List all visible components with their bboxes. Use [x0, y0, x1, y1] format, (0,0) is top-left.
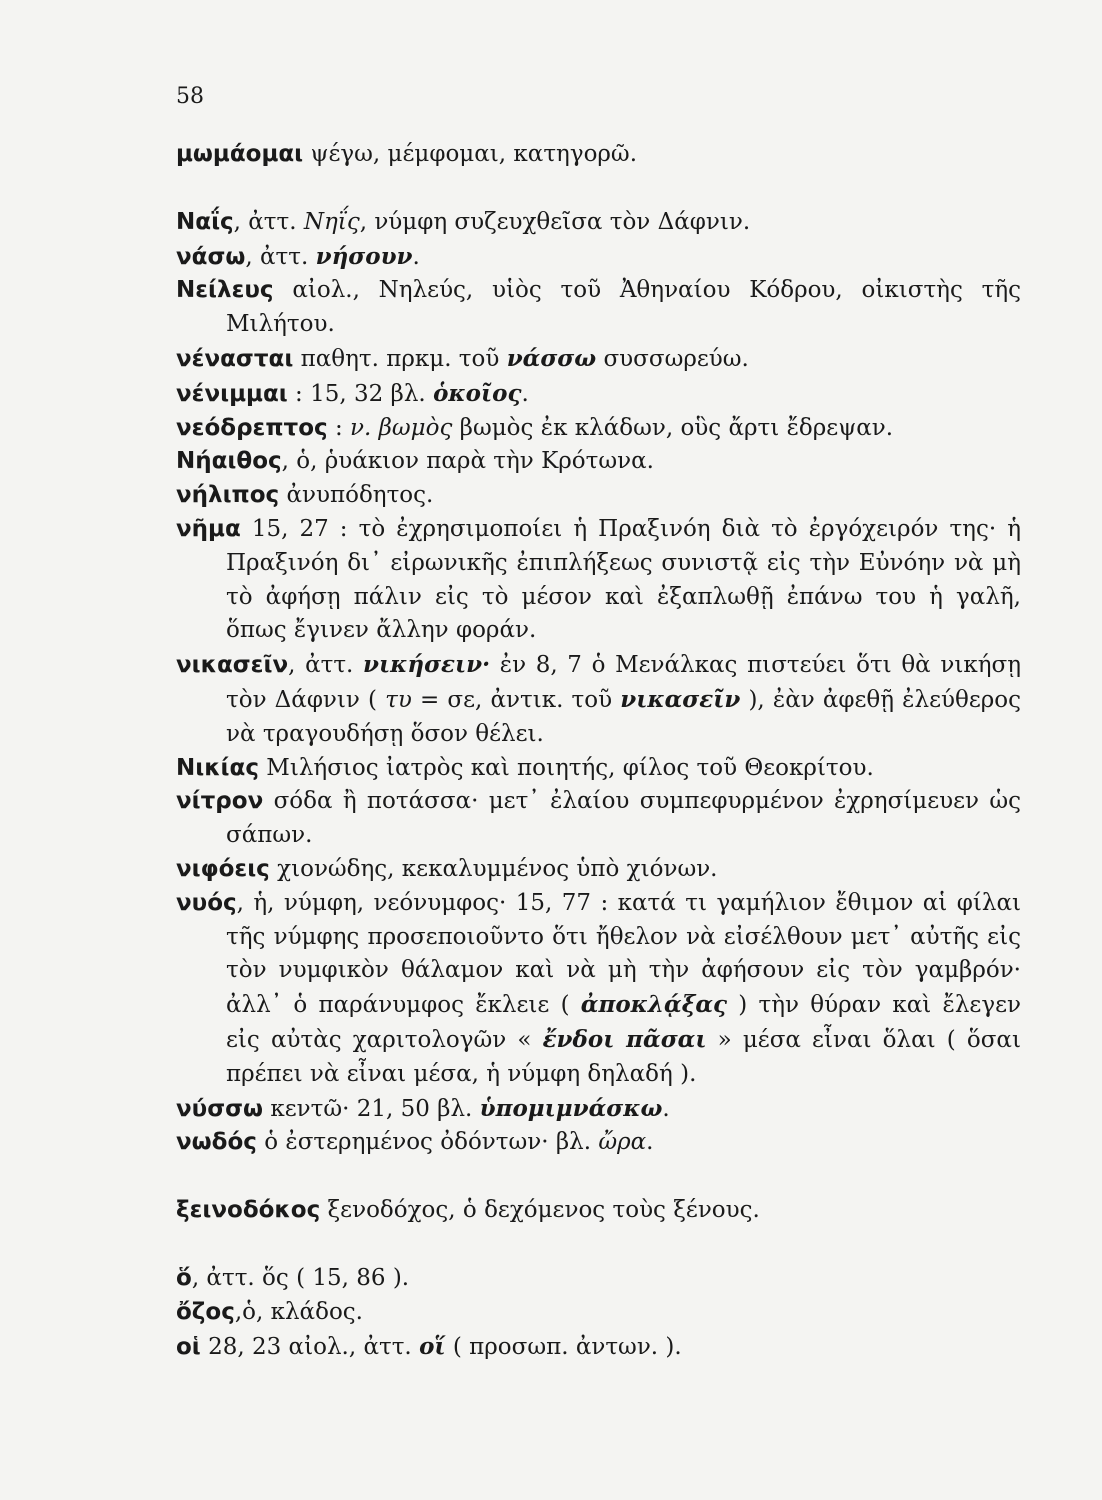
entry-momaomai	[176, 138, 1021, 172]
definition: , ἀττ. ὅς ( 15, 86 ).	[191, 1264, 410, 1291]
definition-italic: ὤρα	[598, 1129, 647, 1156]
entry-nema	[176, 513, 1021, 648]
definition: .	[646, 1129, 654, 1156]
entry-nitron	[176, 785, 1021, 853]
definition: :	[327, 414, 351, 441]
headword: νικασεῖν	[176, 652, 289, 679]
definition: κεντῶ· 21, 50 βλ.	[263, 1095, 480, 1122]
entry-neodreptos	[176, 412, 1021, 446]
entry-ozos	[176, 1296, 1021, 1330]
headword: νεόδρεπτος	[176, 414, 328, 441]
definition-italic: ἀποκλᾴξας	[580, 991, 728, 1019]
headword: Νείλευς	[176, 277, 274, 304]
entry-nifoeis	[176, 853, 1021, 887]
headword: νῆμα	[176, 515, 241, 542]
definition-italic: τυ	[385, 686, 412, 713]
section-gap	[176, 1228, 1021, 1262]
definition: , ἀττ.	[245, 243, 316, 270]
definition: ( προσωπ. ἀντων. ).	[445, 1333, 682, 1360]
definition: = σε, ἀντικ. τοῦ	[411, 686, 621, 713]
definition: : 15, 32 βλ.	[287, 380, 434, 407]
section-gap	[176, 172, 1021, 206]
entry-nenimmai	[176, 377, 1021, 412]
entry-nelipos	[176, 479, 1021, 513]
headword: οἱ	[176, 1333, 201, 1360]
definition: 15, 27 : τὸ ἐχρησιμοποίει ἡ Πραξινόη διὰ τὸ ἐργόχειρόν της· ἡ Πραξινόη δι᾿ εἰρωνικῆς ἐπιπλήξεως συνιστᾷ εἰς τὴν Εὐνόην νὰ μὴ τὸ ἀφήσῃ πάλιν εἰς τὸ μέσον καὶ ἐξαπλωθῇ ἐπάνω του ἡ γαλῆ, ὅπως ἔγινεν ἄλλην φοράν.	[226, 515, 1021, 644]
definition: ) τὴν θύραν καὶ ἔλεγεν εἰς αὐτὰς χαριτολογῶν «	[226, 992, 1021, 1053]
headword: νύσσω	[176, 1095, 264, 1122]
headword: νυός	[176, 889, 237, 916]
entry-nikias	[176, 752, 1021, 786]
headword: Νήαιθος	[176, 448, 282, 475]
definition: ἀνυπόδητος.	[279, 482, 434, 509]
glossary-entries	[176, 138, 1021, 1364]
definition: ἐν 8, 7 ὁ Μενάλκας πιστεύει ὅτι θὰ νικήσῃ τὸν Δάφνιν (	[226, 652, 1021, 713]
entry-nyos	[176, 887, 1021, 1092]
entry-naso	[176, 240, 1021, 275]
headword: ξεινοδόκος	[176, 1197, 321, 1224]
definition-italic: Νηΐς	[303, 208, 360, 235]
definition: Μιλήσιος ἰατρὸς καὶ ποιητής, φίλος τοῦ Θεοκρίτου.	[258, 754, 874, 781]
entry-ho	[176, 1262, 1021, 1296]
definition: , ἀττ.	[233, 208, 304, 235]
definition: συσσωρεύω.	[596, 345, 749, 372]
headword: μωμάομαι	[176, 141, 304, 167]
definition: παθητ. πρκμ. τοῦ	[293, 345, 507, 372]
definition-italic: οἵ	[419, 1332, 446, 1360]
definition: χιονώδης, κεκαλυμμένος ὑπὸ χιόνων.	[269, 855, 718, 882]
definition-italic: νάσσω	[506, 344, 597, 372]
definition-italic: ὁκοῖος	[433, 379, 522, 407]
definition: σόδα ἢ ποτάσσα· μετ᾿ ἐλαίου συμπεφυρμένον ἐχρησίμευεν ὡς σάπων.	[226, 788, 1021, 849]
entry-nysso	[176, 1092, 1021, 1127]
entry-neaithos	[176, 445, 1021, 479]
definition-italic: νικήσειν·	[363, 651, 491, 679]
definition: ὁ ἐστερημένος ὀδόντων· βλ.	[256, 1129, 599, 1156]
definition-italic: ν. βωμὸς	[350, 414, 453, 441]
headword: νίτρον	[176, 788, 264, 815]
definition: ψέγω, μέμφομαι, κατηγορῶ.	[303, 141, 637, 167]
definition: βωμὸς ἐκ κλάδων, οὓς ἄρτι ἔδρεψαν.	[452, 414, 894, 441]
entry-nais	[176, 206, 1021, 240]
definition: , ἀττ.	[288, 652, 364, 679]
headword: νένασται	[176, 345, 294, 372]
headword: νένιμμαι	[176, 380, 288, 407]
headword: Ναΐς	[176, 208, 234, 235]
definition-italic: ὑπομιμνάσκω	[479, 1094, 663, 1122]
headword: ὄζος	[176, 1298, 235, 1325]
definition: .	[662, 1095, 670, 1122]
entry-nikasein	[176, 648, 1021, 751]
definition-italic: νικασεῖν	[620, 685, 741, 713]
definition: , ἡ, νύμφη, νεόνυμφος· 15, 77 : κατά τι γαμήλιον ἔθιμον αἱ φίλαι τῆς νύμφης προσεποιοῦντο ὅτι ἤθελον νὰ εἰσέλθουν μετ᾿ αὐτῆς εἰς τὸν νυμφικὸν θάλαμον καὶ νὰ μὴ τὴν ἀφήσουν εἰς τὸν γαμβρόν· ἀλλ᾿ ὁ παράνυμφος ἔκλειε (	[226, 889, 1021, 1019]
definition: » μέσα εἶναι ὅλαι ( ὅσαι πρέπει νὰ εἶναι μέσα, ἡ νύμφη δηλαδή ).	[226, 1026, 1021, 1087]
definition: .	[412, 243, 420, 270]
definition: ), ἐὰν ἀφεθῇ ἐλεύθερος νὰ τραγουδήσῃ ὅσον θέλει.	[226, 686, 1021, 747]
page-number: 58	[176, 84, 204, 109]
entry-xeinodokos	[176, 1194, 1021, 1228]
entry-hoi	[176, 1330, 1021, 1365]
definition: , νύμφη συζευχθεῖσα τὸν Δάφνιν.	[359, 208, 751, 235]
headword: νήλιπος	[176, 482, 280, 509]
headword: νιφόεις	[176, 855, 270, 882]
entry-neileus	[176, 274, 1021, 342]
definition: αἰολ., Νηλεύς, υἱὸς τοῦ Ἀθηναίου Κόδρου, οἰκιστὴς τῆς Μιλήτου.	[226, 277, 1021, 338]
headword: ὅ	[176, 1264, 192, 1291]
headword: νάσω	[176, 243, 246, 270]
definition: 28, 23 αἰολ., ἀττ.	[200, 1333, 420, 1360]
definition-italic: ἔνδοι πᾶσαι	[542, 1025, 707, 1053]
definition: , ὁ, ῥυάκιον παρὰ τὴν Κρότωνα.	[281, 448, 654, 475]
entry-nenastai	[176, 342, 1021, 377]
definition: .	[521, 380, 529, 407]
entry-nodos	[176, 1126, 1021, 1160]
section-gap	[176, 1160, 1021, 1194]
definition-italic: νήσουν	[315, 242, 413, 270]
headword: νωδός	[176, 1129, 257, 1156]
definition: ,ὁ, κλάδος.	[234, 1298, 363, 1325]
definition: ξενοδόχος, ὁ δεχόμενος τοὺς ξένους.	[320, 1197, 760, 1224]
headword: Νικίας	[176, 754, 259, 781]
